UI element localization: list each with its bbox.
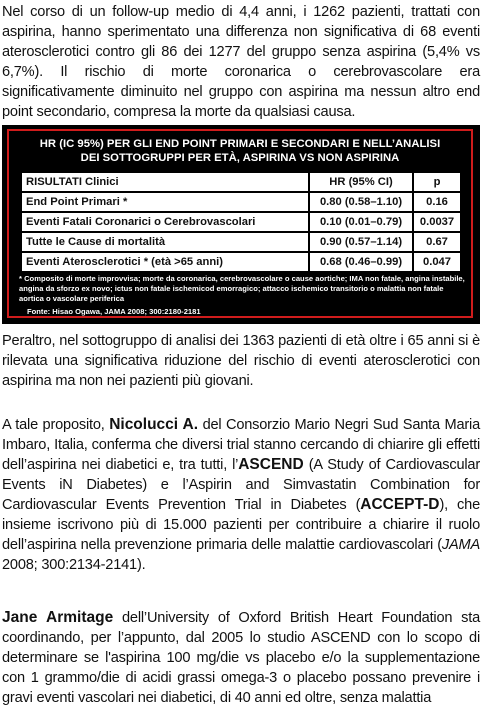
paragraph-subgroup: Peraltro, nel sottogruppo di analisi dei 1363 pazienti di età oltre i 65 anni si è rilevata una significativa riduzione del rischio di eventi aterosclerotici con aspirina ma non nei pazienti più giovani. [2, 333, 480, 389]
text-segment: A tale proposito, [2, 417, 110, 433]
trial-name-accept-d: ACCEPT-D [360, 496, 440, 513]
table-row [21, 232, 461, 252]
row-hr: 0.90 (0.57–1.14) [309, 232, 413, 252]
row-hr: 0.80 (0.58–1.10) [309, 192, 413, 212]
text-segment: dell’University of Oxford British Heart Foundation sta coordinando, per l’appunto, dal 2005 lo studio ASCEND con lo scopo di determinare se l'aspirina 100 mg/die vs placebo e/o la supplementazione con 1 grammo/die di acidi grassi omega-3 o placebo possano prevenire i gravi eventi vascolari nei diabetici, di 40 anni ed oltre, senza malattia [2, 610, 480, 706]
table-title [9, 137, 471, 165]
row-p: 0.047 [413, 252, 461, 272]
author-name: Nicolucci A. [109, 416, 199, 433]
table-row [21, 252, 461, 272]
table-source: Fonte: Hisao Ogawa, JAMA 2008; 300:2180-2181 [27, 307, 201, 316]
table-footnote: * Composito di morte improvvisa; morte da coronarica, cerebrovascolare o cause aortiche; IMA non fatale, angina instabile, angina da sforzo ex novo; ictus non fatale ischemicod emorragico; attacco ischemico transitorio o malattia non fatale aortica o vascolare periferica [19, 274, 465, 303]
paragraph-armitage [2, 608, 480, 708]
row-label: End Point Primari * [21, 192, 309, 212]
trial-name-ascend: ASCEND [238, 456, 304, 473]
row-p: 0.16 [413, 192, 461, 212]
row-p: 0.67 [413, 232, 461, 252]
text-segment: (A Study of Cardiovascular Events iN Diabetes) e l’Aspirin and Simvastatin Combination for Cardiovascular Events Prevention Trial in Diabetes ( [2, 457, 480, 513]
text-segment: ), che insieme iscrivono più di 15.000 pazienti per contribuire a chiarire il ruolo dell’aspirina nella prevenzione primaria delle malattie cardiovascolari ( [2, 497, 480, 553]
journal-name: JAMA [441, 537, 480, 553]
row-hr: 0.10 (0.01–0.79) [309, 212, 413, 232]
row-hr: 0.68 (0.46–0.99) [309, 252, 413, 272]
row-label: Eventi Fatali Coronarici o Cerebrovascolari [21, 212, 309, 232]
paragraph-followup: Nel corso di un follow-up medio di 4,4 anni, i 1262 pazienti, trattati con aspirina, hanno sperimentato una differenza non significativa di 68 eventi aterosclerotici contro gli 86 dei 1277 del gruppo senza aspirina (5,4% vs 6,7%). Il rischio di morte coronarica o cerebrovascolare era significativamente diminuito nel gruppo con aspirina ma nessun altro end point secondario, compresa la morte da qualsiasi causa. [2, 4, 480, 120]
text-segment: del Consorzio Mario Negri Sud Santa Maria Imbaro, Italia, conferma che diversi trial stanno cercando di chiarire gli effetti dell’aspirina nei diabetici e, tra tutti, l’ [2, 417, 480, 473]
results-table-frame [7, 129, 473, 318]
table-header-row [21, 172, 461, 192]
text-segment: 2008; 300:2134-2141). [2, 557, 146, 573]
table-row [21, 212, 461, 232]
row-label: Tutte le Cause di mortalità [21, 232, 309, 252]
row-label: Eventi Aterosclerotici * (età >65 anni) [21, 252, 309, 272]
table-row [21, 192, 461, 212]
row-p: 0.0037 [413, 212, 461, 232]
paragraph-nicolucci [2, 415, 480, 575]
table-title-line-2: DEI SOTTOGRUPPI PER ETÀ, ASPIRINA VS NON ASPIRINA [80, 152, 400, 164]
header-p: p [413, 172, 461, 192]
table-title-line-1: HR (IC 95%) PER GLI END POINT PRIMARI E SECONDARI E NELL’ANALISI [39, 138, 441, 150]
results-table-box [2, 125, 480, 324]
header-hr: HR (95% CI) [309, 172, 413, 192]
header-clinical-results: RISULTATI Clinici [21, 172, 309, 192]
author-name: Jane Armitage [2, 609, 114, 626]
results-table [20, 171, 462, 273]
